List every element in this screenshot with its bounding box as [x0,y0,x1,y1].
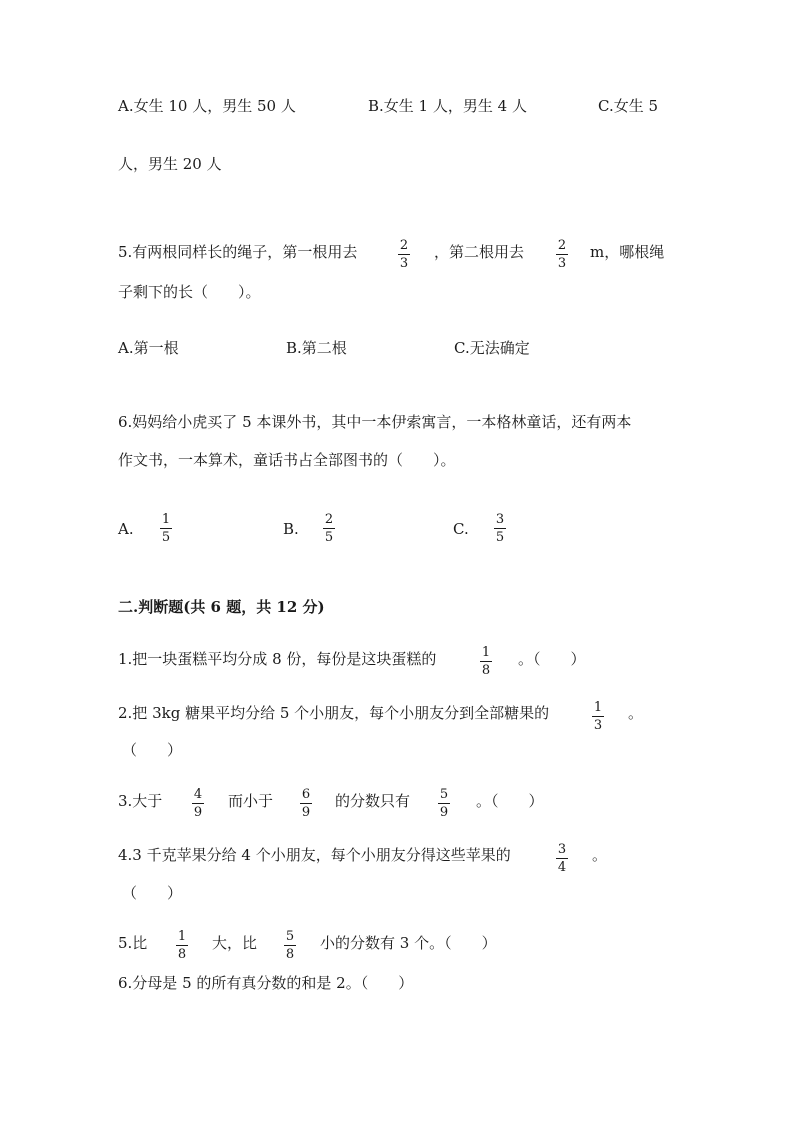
fraction-bar [192,803,204,804]
q4-option-a: A.女生 10 人，男生 50 人 [118,97,296,115]
j1-text-part2: 。（ ） [518,650,586,668]
fraction-denominator: 5 [161,530,171,545]
fraction-denominator: 3 [557,256,567,271]
fraction-numerator: 6 [301,787,311,802]
q6-option-b-label: B. [283,520,299,538]
fraction-bar [494,528,506,529]
fraction-numerator: 2 [557,238,567,253]
j1-text-part1: 1.把一块蛋糕平均分成 8 份，每份是这块蛋糕的 [118,650,437,668]
fraction-bar [284,945,296,946]
q6-text-line1: 6.妈妈给小虎买了 5 本课外书，其中一本伊索寓言，一本格林童话，还有两本 [118,413,632,431]
j6-text: 6.分母是 5 的所有真分数的和是 2。（ ） [118,974,414,992]
fraction-denominator: 8 [285,947,295,962]
j5-text-part3: 小的分数有 3 个。（ ） [320,934,497,952]
q6-option-a-label: A. [118,520,134,538]
fraction-bar [438,803,450,804]
j3-text-part3: 的分数只有 [335,792,411,810]
j4-fraction [554,842,570,875]
q4-option-c-line2: 人，男生 20 人 [118,155,222,173]
fraction-denominator: 4 [557,860,567,875]
fraction-numerator: 5 [285,929,295,944]
q5-option-a: A.第一根 [118,339,179,357]
q6-text-line2: 作文书，一本算术，童话书占全部图书的（ ）。 [118,451,456,469]
j4-text-line2: （ ） [122,884,183,902]
fraction-bar [323,528,335,529]
j3-text-part1: 3.大于 [118,792,163,810]
fraction-numerator: 1 [593,700,603,715]
fraction-numerator: 3 [557,842,567,857]
fraction-numerator: 2 [399,238,409,253]
q4-option-c-line1: C.女生 5 [598,97,659,115]
j5-text-part1: 5.比 [118,934,148,952]
fraction-denominator: 9 [301,805,311,820]
q5-option-c: C.无法确定 [454,339,530,357]
fraction-numerator: 5 [439,787,449,802]
q5-text-part2: ，第二根用去 [434,243,525,261]
j5-text-part2: 大，比 [212,934,258,952]
q5-text-part1: 5.有两根同样长的绳子，第一根用去 [118,243,358,261]
j3-fraction-1 [190,787,206,820]
fraction-denominator: 8 [177,947,187,962]
q5-fraction-2 [554,238,570,271]
j3-fraction-2 [298,787,314,820]
q6-option-a-fraction [158,512,174,545]
fraction-denominator: 3 [593,718,603,733]
fraction-numerator: 1 [177,929,187,944]
fraction-denominator: 9 [193,805,203,820]
fraction-numerator: 1 [161,512,171,527]
j5-fraction-1 [174,929,190,962]
fraction-numerator: 3 [495,512,505,527]
j2-text-part1: 2.把 3kg 糖果平均分给 5 个小朋友，每个小朋友分到全部糖果的 [118,704,550,722]
fraction-bar [480,661,492,662]
q5-fraction-1 [396,238,412,271]
fraction-bar [300,803,312,804]
fraction-bar [176,945,188,946]
j4-text-part1: 4.3 千克苹果分给 4 个小朋友，每个小朋友分得这些苹果的 [118,846,511,864]
j1-fraction [478,645,494,678]
q4-option-b: B.女生 1 人，男生 4 人 [368,97,527,115]
j3-fraction-3 [436,787,452,820]
fraction-denominator: 9 [439,805,449,820]
fraction-denominator: 3 [399,256,409,271]
q5-text-part3: m，哪根绳 [590,243,665,261]
q5-option-b: B.第二根 [286,339,347,357]
q6-option-b-fraction [321,512,337,545]
fraction-denominator: 8 [481,663,491,678]
j2-text-part2: 。 [628,704,644,722]
j2-fraction [590,700,606,733]
fraction-bar [556,254,568,255]
j3-text-part2: 而小于 [228,792,274,810]
j3-text-part4: 。（ ） [476,792,544,810]
fraction-denominator: 5 [495,530,505,545]
fraction-bar [398,254,410,255]
fraction-numerator: 4 [193,787,203,802]
fraction-denominator: 5 [324,530,334,545]
fraction-numerator: 2 [324,512,334,527]
j4-text-part2: 。 [592,846,608,864]
fraction-bar [556,858,568,859]
q6-option-c-fraction [492,512,508,545]
j5-fraction-2 [282,929,298,962]
q5-text-line2: 子剩下的长（ ）。 [118,283,261,301]
fraction-bar [592,716,604,717]
fraction-numerator: 1 [481,645,491,660]
j2-text-line2: （ ） [122,741,183,759]
q6-option-c-label: C. [453,520,469,538]
section-title: 二.判断题(共 6 题，共 12 分) [118,598,325,616]
fraction-bar [160,528,172,529]
